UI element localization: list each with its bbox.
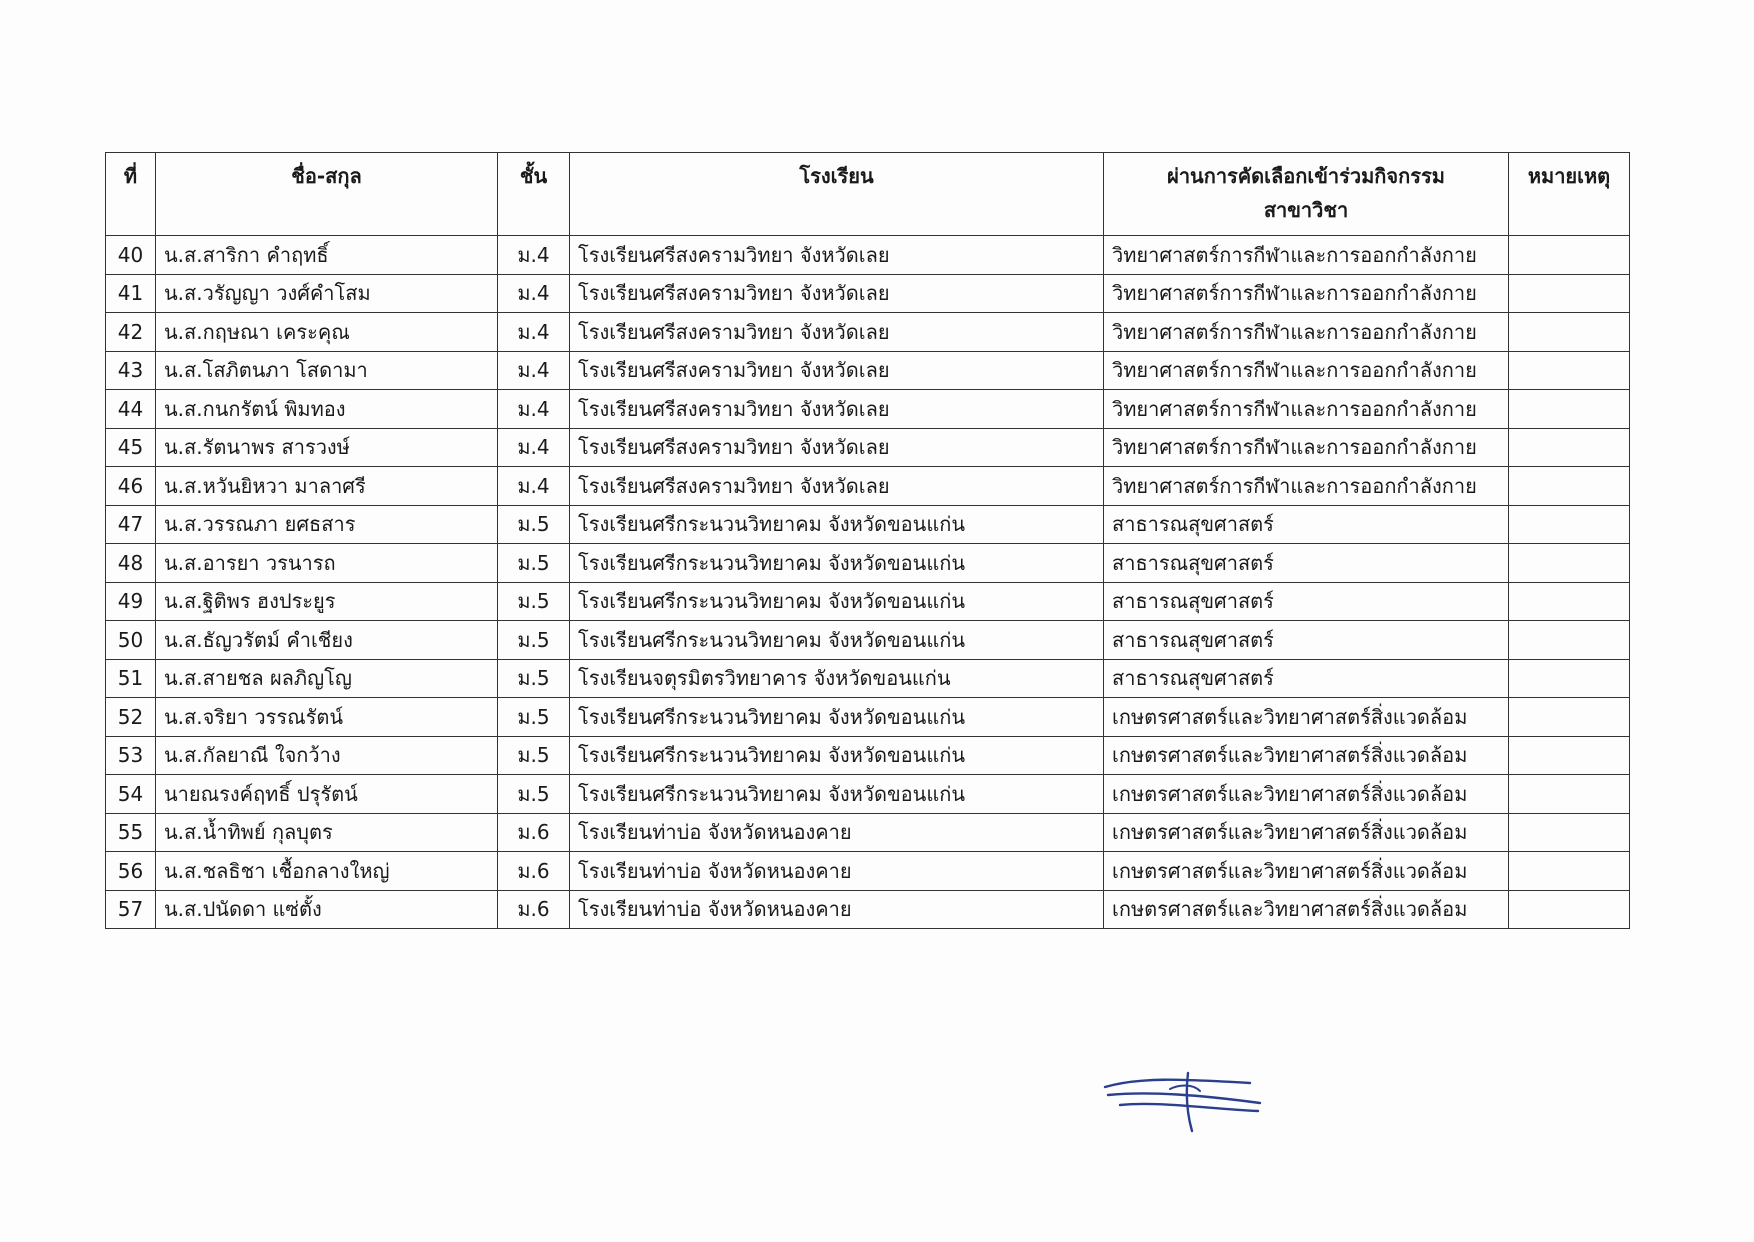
header-school: โรงเรียน — [570, 153, 1104, 236]
cell-branch: เกษตรศาสตร์และวิทยาศาสตร์สิ่งแวดล้อม — [1104, 698, 1509, 737]
cell-school: โรงเรียนศรีกระนวนวิทยาคม จังหวัดขอนแก่น — [570, 505, 1104, 544]
cell-name: น.ส.อารยา วรนารถ — [156, 544, 498, 583]
cell-no: 40 — [106, 236, 156, 275]
cell-grade: ม.4 — [498, 274, 570, 313]
cell-grade: ม.5 — [498, 775, 570, 814]
cell-no: 51 — [106, 659, 156, 698]
cell-school: โรงเรียนศรีกระนวนวิทยาคม จังหวัดขอนแก่น — [570, 698, 1104, 737]
cell-name: น.ส.จริยา วรรณรัตน์ — [156, 698, 498, 737]
cell-remark — [1509, 736, 1630, 775]
cell-grade: ม.5 — [498, 621, 570, 660]
cell-school: โรงเรียนศรีกระนวนวิทยาคม จังหวัดขอนแก่น — [570, 582, 1104, 621]
cell-remark — [1509, 428, 1630, 467]
cell-school: โรงเรียนท่าบ่อ จังหวัดหนองคาย — [570, 890, 1104, 929]
cell-no: 47 — [106, 505, 156, 544]
cell-no: 46 — [106, 467, 156, 506]
cell-branch: วิทยาศาสตร์การกีฬาและการออกกำลังกาย — [1104, 428, 1509, 467]
cell-branch: วิทยาศาสตร์การกีฬาและการออกกำลังกาย — [1104, 236, 1509, 275]
cell-remark — [1509, 698, 1630, 737]
cell-grade: ม.6 — [498, 813, 570, 852]
table-row — [106, 236, 1630, 275]
cell-school: โรงเรียนศรีสงครามวิทยา จังหวัดเลย — [570, 313, 1104, 352]
cell-name: น.ส.ชลธิชา เชื้อกลางใหญ่ — [156, 852, 498, 891]
table-header-row — [106, 153, 1630, 236]
cell-name: น.ส.วรัญญา วงศ์คำโสม — [156, 274, 498, 313]
table-body — [106, 236, 1630, 929]
cell-grade: ม.4 — [498, 313, 570, 352]
cell-remark — [1509, 890, 1630, 929]
cell-name: น.ส.ธัญวรัตม์ คำเชียง — [156, 621, 498, 660]
cell-remark — [1509, 274, 1630, 313]
cell-no: 42 — [106, 313, 156, 352]
table-row — [106, 890, 1630, 929]
cell-remark — [1509, 467, 1630, 506]
cell-remark — [1509, 659, 1630, 698]
cell-school: โรงเรียนท่าบ่อ จังหวัดหนองคาย — [570, 813, 1104, 852]
cell-school: โรงเรียนจตุรมิตรวิทยาคาร จังหวัดขอนแก่น — [570, 659, 1104, 698]
cell-name: น.ส.สายชล ผลภิญโญ — [156, 659, 498, 698]
cell-remark — [1509, 852, 1630, 891]
cell-name: น.ส.หวันยิหวา มาลาศรี — [156, 467, 498, 506]
cell-name: น.ส.กฤษณา เคระคุณ — [156, 313, 498, 352]
cell-branch: สาธารณสุขศาสตร์ — [1104, 621, 1509, 660]
cell-grade: ม.4 — [498, 390, 570, 429]
cell-name: น.ส.กัลยาณี ใจกว้าง — [156, 736, 498, 775]
cell-branch: วิทยาศาสตร์การกีฬาและการออกกำลังกาย — [1104, 351, 1509, 390]
cell-branch: เกษตรศาสตร์และวิทยาศาสตร์สิ่งแวดล้อม — [1104, 852, 1509, 891]
cell-branch: วิทยาศาสตร์การกีฬาและการออกกำลังกาย — [1104, 467, 1509, 506]
cell-grade: ม.5 — [498, 698, 570, 737]
table-row — [106, 544, 1630, 583]
cell-school: โรงเรียนศรีกระนวนวิทยาคม จังหวัดขอนแก่น — [570, 736, 1104, 775]
table-row — [106, 505, 1630, 544]
table-row — [106, 775, 1630, 814]
cell-school: โรงเรียนศรีสงครามวิทยา จังหวัดเลย — [570, 428, 1104, 467]
header-name: ชื่อ-สกุล — [156, 153, 498, 236]
cell-remark — [1509, 775, 1630, 814]
cell-remark — [1509, 351, 1630, 390]
table-row — [106, 736, 1630, 775]
table-row — [106, 582, 1630, 621]
cell-school: โรงเรียนศรีสงครามวิทยา จังหวัดเลย — [570, 236, 1104, 275]
cell-name: น.ส.กนกรัตน์ พิมทอง — [156, 390, 498, 429]
cell-no: 43 — [106, 351, 156, 390]
cell-school: โรงเรียนศรีกระนวนวิทยาคม จังหวัดขอนแก่น — [570, 775, 1104, 814]
cell-name: นายณรงค์ฤทธิ์ ปรุรัตน์ — [156, 775, 498, 814]
header-branch — [1104, 153, 1509, 236]
table-row — [106, 467, 1630, 506]
cell-grade: ม.5 — [498, 582, 570, 621]
header-grade: ชั้น — [498, 153, 570, 236]
cell-school: โรงเรียนศรีกระนวนวิทยาคม จังหวัดขอนแก่น — [570, 621, 1104, 660]
table-row — [106, 274, 1630, 313]
cell-remark — [1509, 236, 1630, 275]
cell-grade: ม.5 — [498, 544, 570, 583]
cell-no: 53 — [106, 736, 156, 775]
cell-no: 48 — [106, 544, 156, 583]
cell-remark — [1509, 621, 1630, 660]
cell-remark — [1509, 582, 1630, 621]
cell-branch: เกษตรศาสตร์และวิทยาศาสตร์สิ่งแวดล้อม — [1104, 813, 1509, 852]
cell-school: โรงเรียนศรีกระนวนวิทยาคม จังหวัดขอนแก่น — [570, 544, 1104, 583]
table-row — [106, 351, 1630, 390]
cell-grade: ม.5 — [498, 505, 570, 544]
cell-branch: เกษตรศาสตร์และวิทยาศาสตร์สิ่งแวดล้อม — [1104, 890, 1509, 929]
cell-name: น.ส.รัตนาพร สารวงษ์ — [156, 428, 498, 467]
table-row — [106, 428, 1630, 467]
header-branch-line2: สาขาวิชา — [1263, 198, 1349, 222]
cell-no: 57 — [106, 890, 156, 929]
table-row — [106, 698, 1630, 737]
cell-remark — [1509, 505, 1630, 544]
cell-no: 50 — [106, 621, 156, 660]
cell-name: น.ส.ปนัดดา แซ่ตั้ง — [156, 890, 498, 929]
table-row — [106, 621, 1630, 660]
cell-branch: เกษตรศาสตร์และวิทยาศาสตร์สิ่งแวดล้อม — [1104, 736, 1509, 775]
header-remark: หมายเหตุ — [1509, 153, 1630, 236]
table-row — [106, 313, 1630, 352]
table-row — [106, 390, 1630, 429]
cell-remark — [1509, 313, 1630, 352]
header-no: ที่ — [106, 153, 156, 236]
cell-name: น.ส.สาริกา คำฤทธิ์ — [156, 236, 498, 275]
cell-remark — [1509, 813, 1630, 852]
cell-no: 55 — [106, 813, 156, 852]
cell-name: น.ส.โสภิตนภา โสดามา — [156, 351, 498, 390]
cell-no: 56 — [106, 852, 156, 891]
cell-no: 52 — [106, 698, 156, 737]
cell-no: 41 — [106, 274, 156, 313]
cell-school: โรงเรียนศรีสงครามวิทยา จังหวัดเลย — [570, 467, 1104, 506]
cell-grade: ม.4 — [498, 351, 570, 390]
cell-branch: สาธารณสุขศาสตร์ — [1104, 544, 1509, 583]
cell-name: น.ส.ฐิติพร ฮงประยูร — [156, 582, 498, 621]
cell-grade: ม.4 — [498, 428, 570, 467]
cell-no: 44 — [106, 390, 156, 429]
cell-no: 49 — [106, 582, 156, 621]
cell-name: น.ส.น้ำทิพย์ กุลบุตร — [156, 813, 498, 852]
cell-grade: ม.6 — [498, 890, 570, 929]
table-row — [106, 852, 1630, 891]
cell-branch: เกษตรศาสตร์และวิทยาศาสตร์สิ่งแวดล้อม — [1104, 775, 1509, 814]
cell-grade: ม.4 — [498, 467, 570, 506]
cell-no: 54 — [106, 775, 156, 814]
cell-school: โรงเรียนศรีสงครามวิทยา จังหวัดเลย — [570, 390, 1104, 429]
cell-remark — [1509, 390, 1630, 429]
cell-remark — [1509, 544, 1630, 583]
cell-name: น.ส.วรรณภา ยศธสาร — [156, 505, 498, 544]
table-row — [106, 659, 1630, 698]
cell-branch: สาธารณสุขศาสตร์ — [1104, 505, 1509, 544]
cell-branch: วิทยาศาสตร์การกีฬาและการออกกำลังกาย — [1104, 274, 1509, 313]
cell-school: โรงเรียนท่าบ่อ จังหวัดหนองคาย — [570, 852, 1104, 891]
cell-branch: สาธารณสุขศาสตร์ — [1104, 582, 1509, 621]
cell-grade: ม.5 — [498, 659, 570, 698]
cell-branch: สาธารณสุขศาสตร์ — [1104, 659, 1509, 698]
table-row — [106, 813, 1630, 852]
cell-branch: วิทยาศาสตร์การกีฬาและการออกกำลังกาย — [1104, 390, 1509, 429]
cell-school: โรงเรียนศรีสงครามวิทยา จังหวัดเลย — [570, 351, 1104, 390]
cell-grade: ม.6 — [498, 852, 570, 891]
header-branch-line1: ผ่านการคัดเลือกเข้าร่วมกิจกรรม — [1167, 164, 1445, 188]
cell-grade: ม.4 — [498, 236, 570, 275]
cell-branch: วิทยาศาสตร์การกีฬาและการออกกำลังกาย — [1104, 313, 1509, 352]
cell-no: 45 — [106, 428, 156, 467]
signature-mark — [1100, 1065, 1270, 1135]
student-roster-table — [105, 152, 1630, 929]
cell-school: โรงเรียนศรีสงครามวิทยา จังหวัดเลย — [570, 274, 1104, 313]
cell-grade: ม.5 — [498, 736, 570, 775]
